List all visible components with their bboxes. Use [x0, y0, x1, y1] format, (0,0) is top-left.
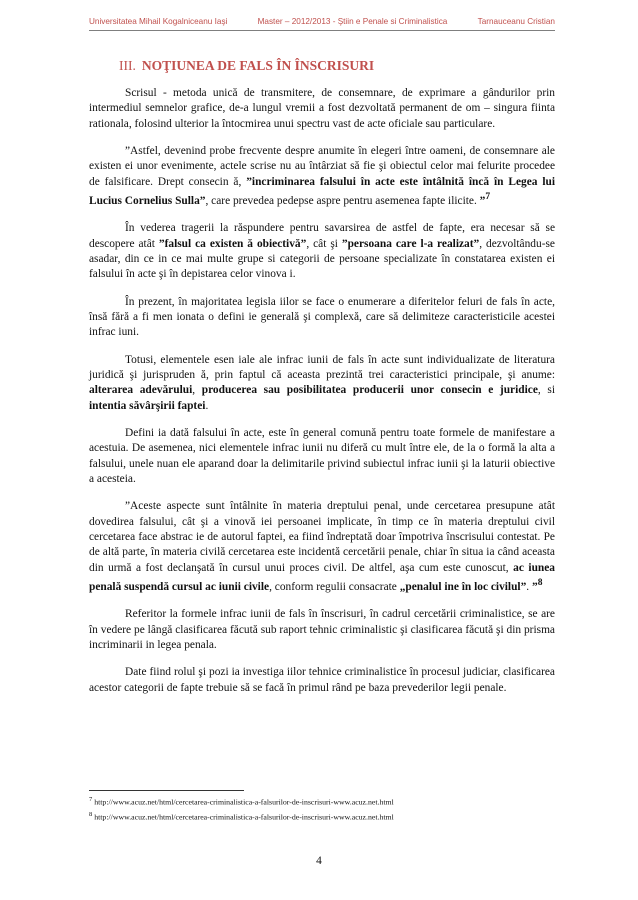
text-run: , care prevedea pedepse aspre pentru asemenea fapte ilicite. — [205, 194, 480, 207]
footnote-number: 8 — [89, 810, 93, 818]
bold-phrase: „penalul ine în loc civilul” — [399, 580, 527, 593]
paragraph — [89, 221, 555, 282]
paragraph — [89, 353, 555, 414]
footnote — [89, 794, 555, 809]
text-run: , conform regulii consacrate — [269, 580, 400, 593]
paragraph — [89, 426, 555, 487]
bold-phrase: alterarea adevărului — [89, 384, 193, 397]
footnote-ref: 8 — [537, 578, 543, 589]
paragraph — [89, 607, 555, 653]
chapter-title-text: NOŢIUNEA DE FALS ÎN ÎNSCRISURI — [141, 58, 375, 73]
text-run: ”Aceste aspecte sunt întâlnite în materia dreptului penal, unde cercetarea presupune atât dovedirea falsului, cât şi a vinovă iei persoanei implicate, în timp ce în materia dreptului civil cercetarea face abstrac ie de autorul faptei, ea fiind îndreptată doar împotriva înscrisului contestat. Pe de altă parte, în materia civilă cercetarea este incidentă cercetării penale, chiar în situa ia când aceasta din urmă a fost declanşată în cursul unui proces civil. De altfel, aşa cum este cunoscut, — [89, 500, 555, 574]
page-body — [89, 58, 555, 708]
bold-phrase: ” — [479, 194, 486, 207]
header-author: Tarnauceanu Cristian — [477, 16, 555, 26]
bold-phrase: ”falsul ca existen ă obiectivă” — [158, 237, 307, 250]
bold-phrase: ac iunea penală suspendă cursul ac iunii civile — [89, 561, 556, 593]
footnote — [89, 809, 555, 824]
page-header — [89, 14, 555, 28]
text-run: , dezvoltându-se asadar, din ce in ce mai multe grupe si categorii de persoane specializate în constatarea existen ei falsului în acte şi în depistarea celor vinova i. — [89, 237, 555, 281]
bold-phrase: producerea sau posibilitatea producerii unor consecin e juridice — [201, 384, 538, 397]
footnote-ref: 7 — [485, 192, 491, 203]
text-run: Date fiind rolul şi pozi ia investiga iilor tehnice criminalistice în procesul judiciar, clasificarea acestor categorii de fapte trebuie să se facă în primul rând pe baza prevederilor legii penale. — [89, 666, 555, 694]
text-run: ”Astfel, devenind probe frecvente despre anumite în elegeri între oameni, de consemnare ale existen ei unor evenimente, actele scrise nu au întârziat să fie şi obiectul celor mai felurite procedee de falsificare. Drept consecin ă, — [89, 145, 555, 188]
text-run: Scrisul - metoda unică de transmitere, de consemnare, de exprimare a gândurilor prin intermediul semnelor grafice, de-a lungul vremii a fost dezvoltată permanent de om – singura fiinta rationala, folosind ulterior la întocmirea unui spectru vast de acte oficiale sau particulare. — [89, 87, 555, 130]
text-run: Defini ia dată falsului în acte, este în general comună pentru toate formele de manifestare a acestuia. De asemenea, nici elementele infrac iunii nu diferă cu mult între ele, de la o formă la alta a falsului, unele nuan ele aparand doar la delimitarile privind subiectul infrac iunii şi la laturii obiective a acesteia. — [89, 426, 555, 486]
bold-phrase: ”persoana care l-a realizat” — [341, 237, 480, 250]
paragraph — [89, 499, 555, 595]
paragraph — [89, 665, 555, 696]
chapter-number: III. — [119, 58, 136, 73]
header-program: Master – 2012/2013 - Ştiin e Penale si Criminalistica — [257, 16, 448, 26]
paragraphs-container — [89, 86, 555, 696]
text-run: . — [526, 580, 532, 593]
text-run: , cât şi — [306, 237, 342, 250]
text-run: Totusi, elementele esen iale ale infrac iunii de fals în acte sunt individualizate de literatura juridică şi jurispruden ă, prin faptul că aceasta prezintă trei caracteristici principale, şi anume: — [89, 353, 555, 381]
text-run: , si — [537, 384, 555, 397]
bold-phrase: ” — [532, 580, 538, 593]
text-run: Referitor la formele infrac iunii de fals în înscrisuri, în cadrul cercetării criminalistice, se are în vedere pe lângă clasificarea făcută sub raport tehnic criminalistic şi clasificarea făcută şi din prisma incriminarii in legea penala. — [89, 608, 555, 651]
paragraph — [89, 295, 555, 341]
footnotes — [89, 794, 555, 823]
text-run: În prezent, în majoritatea legisla iilor se face o enumerare a diferitelor feluri de fals în acte, însă fără a fi men ionata o defini ie generală şi complexă, care să delimiteze caracteristicile acestei infrac iuni. — [89, 295, 555, 339]
chapter-title — [119, 58, 555, 74]
header-university: Universitatea Mihail Kogalniceanu Iaşi — [89, 16, 228, 26]
text-run: . — [205, 399, 209, 412]
bold-phrase: ”incriminarea falsului în acte este întâlnită încă în Legea lui Lucius Cornelius Sulla” — [89, 175, 556, 207]
bold-phrase: intentia săvârşirii faptei — [89, 399, 206, 412]
footnote-link[interactable]: http://www.acuz.net/html/cercetarea-criminalistica-a-falsurilor-de-inscrisuri-www.acuz.net.html — [92, 812, 394, 822]
footnote-number: 7 — [89, 796, 93, 803]
text-run: În vederea tragerii la răspundere pentru savarsirea de astfel de fapte, era necesar să se descopere atât — [89, 222, 555, 250]
footnote-divider — [89, 790, 244, 791]
footnote-link[interactable]: http://www.acuz.net/html/cercetarea-criminalistica-a-falsurilor-de-inscrisuri-www.acuz.net.html — [92, 797, 394, 807]
header-divider — [89, 30, 555, 31]
text-run: , — [192, 384, 202, 397]
paragraph — [89, 144, 555, 209]
paragraph — [89, 86, 555, 132]
page-number: 4 — [316, 855, 322, 867]
